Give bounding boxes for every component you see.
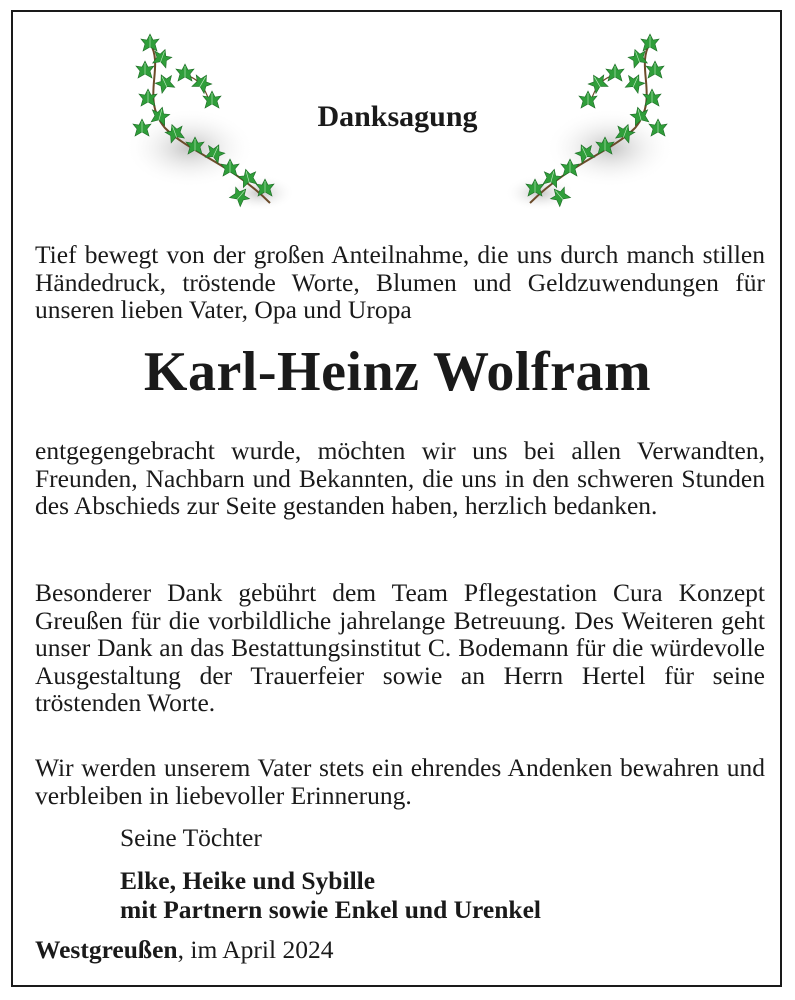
intro-paragraph: Tief bewegt von der großen Anteilnahme, die uns durch manch stillen Händedruck, tröstende Worte, Blumen und Geldzuwendungen für unseren lieben Vater, Opa und Uropa [35,240,765,324]
date: , im April 2024 [177,935,334,964]
signature-names [120,866,541,924]
signature-names-line2: mit Partnern sowie Enkel und Urenkel [120,895,541,924]
signature-label: Seine Töchter [120,823,262,852]
signature-names-line1: Elke, Heike und Sybille [120,866,376,895]
thanks-paragraph: entgegengebracht wurde, möchten wir uns bei allen Verwandten, Freunden, Nachbarn und Bekannten, die uns in den schweren Stunden des Abschieds zur Seite gestanden haben, herzlich bedanken. [35,436,765,520]
special-thanks-paragraph: Besonderer Dank gebührt dem Team Pflegestation Cura Konzept Greußen für die vorbildliche jahrelange Betreuung. Des Weiteren geht unser Dank an das Bestattungsinstitut C. Bodemann für die würdevolle Ausgestaltung der Trauerfeier sowie an Herrn Hertel für seine tröstenden Worte. [35,578,765,717]
heading: Danksagung [317,100,478,133]
place-date-line [35,935,333,965]
deceased-name: Karl-Heinz Wolfram [143,341,652,403]
place: Westgreußen [35,935,178,964]
closing-paragraph: Wir werden unserem Vater stets ein ehrendes Andenken bewahren und verbleiben in liebevoller Erinnerung. [35,753,765,810]
